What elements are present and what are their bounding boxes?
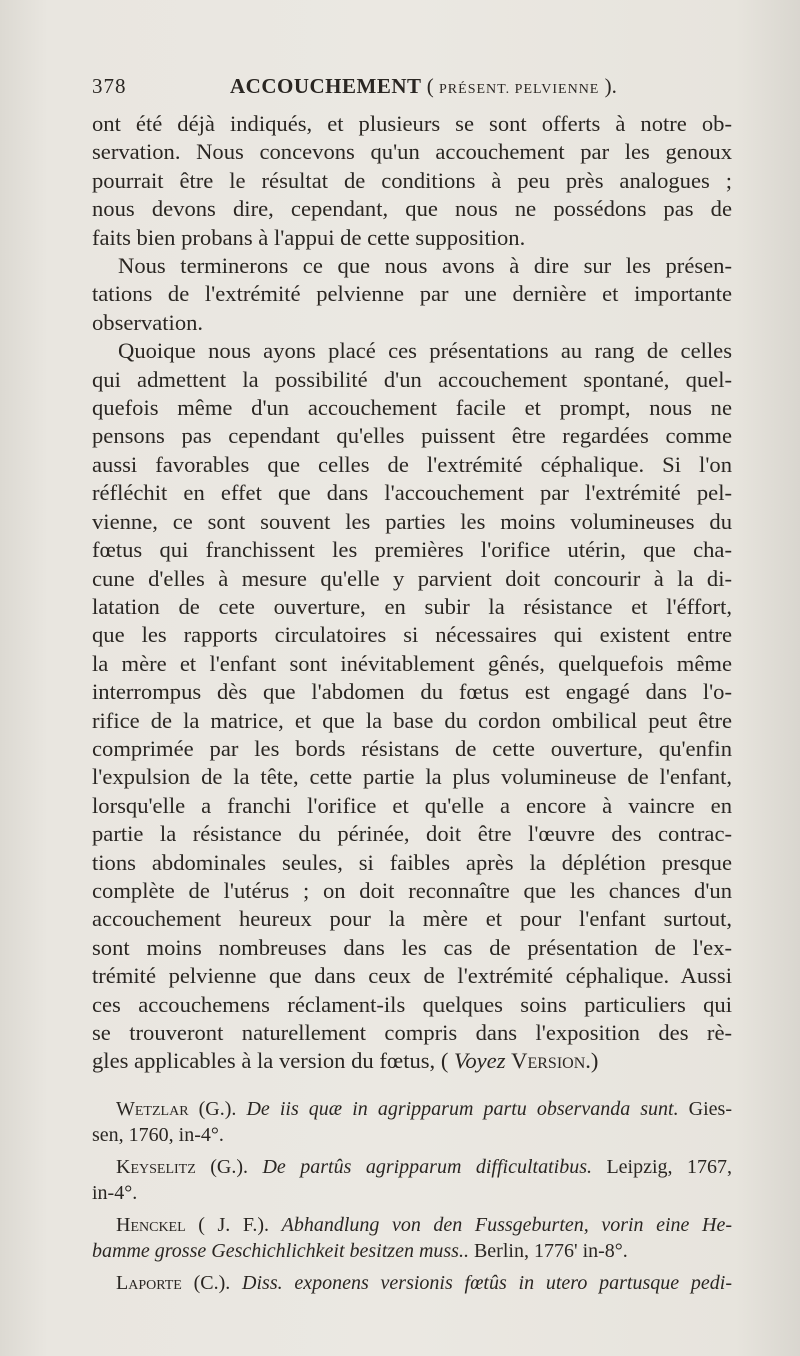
text-line: tations de l'extrémité pelvienne par une dernière et importante — [92, 281, 732, 307]
text-line: latation de cete ouverture, en subir la résistance et l'éffort, — [92, 593, 732, 619]
ref-author: Keyselitz — [116, 1156, 196, 1178]
ref-initials: (G.). — [188, 1098, 247, 1120]
bibliography-entry — [92, 1270, 732, 1296]
paragraph-3 — [92, 337, 732, 1076]
text-line: vienne, ce sont souvent les parties les moins volumineuses du — [92, 508, 732, 534]
ref-publication: Leipzig, 1767, — [592, 1156, 733, 1178]
text-line: comprimée par les bords résistans de cette ouverture, qu'enfin — [92, 735, 732, 761]
text-line: l'expulsion de la tête, cette partie la plus volumineuse de l'enfant, — [92, 764, 732, 790]
running-subtitle-close: ). — [604, 74, 617, 98]
text-line: ont été déjà indiqués, et plusieurs se sont offerts à notre ob- — [92, 111, 732, 136]
page-number: 378 — [92, 74, 127, 98]
page-header — [92, 74, 732, 106]
text-line: se trouveront naturellement compris dans l'exposition des rè- — [92, 1020, 732, 1045]
ref-publication: Berlin, 1776' in-8°. — [468, 1240, 628, 1262]
ref-publication: Gies- — [678, 1098, 732, 1120]
text-line: observation. — [92, 309, 204, 335]
running-title: ACCOUCHEMENT — [230, 74, 422, 98]
text-line: cune d'elles à mesure qu'elle y parvient doit concourir à la di- — [92, 565, 732, 591]
text-line: pensons pas cependant qu'elles puissent être regardées comme — [92, 423, 732, 449]
text-line: fœtus qui franchissent les premières l'orifice utérin, que cha- — [92, 537, 732, 563]
text-line: réfléchit en effet que dans l'accouchement par l'extrémité pel- — [92, 480, 732, 506]
ref-title: De partûs agripparum difficultatibus. — [262, 1156, 592, 1178]
text-line-final-start: gles applicables à la version du fœtus, ( — [92, 1048, 449, 1074]
text-line: ces accouchemens réclament-ils quelques soins particuliers qui — [92, 991, 732, 1017]
cross-ref-target: Version — [511, 1048, 586, 1074]
cross-ref-voyez: Voyez — [454, 1048, 506, 1074]
running-subtitle-open: ( — [426, 74, 434, 98]
ref-initials: ( J. F.). — [185, 1214, 282, 1236]
text-line: nous devons dire, cependant, que nous ne possédons pas de — [92, 196, 732, 222]
ref-author: Wetzlar — [116, 1098, 189, 1120]
text-line: Nous terminerons ce que nous avons à dire sur les présen- — [118, 253, 732, 279]
ref-line — [92, 1212, 732, 1238]
text-line: accouchement heureux pour la mère et pour l'enfant surtout, — [92, 906, 732, 932]
text-line: faits bien probans à l'appui de cette supposition. — [92, 224, 526, 250]
running-subtitle: PRÉSENT. PELVIENNE — [439, 82, 600, 97]
text-line: servation. Nous concevons qu'un accouchement par les genoux — [92, 139, 732, 165]
ref-line: in-4°. — [92, 1182, 138, 1204]
ref-line — [92, 1238, 732, 1264]
text-line: la mère et l'enfant sont inévitablement gênés, quelquefois même — [92, 650, 732, 676]
text-line: pourrait être le résultat de conditions à peu près analogues ; — [92, 167, 732, 193]
paragraph-2 — [92, 252, 732, 337]
ref-line — [92, 1270, 732, 1296]
ref-title: De iis quæ in agripparum partu observanda sunt. — [246, 1098, 679, 1120]
text-line: complète de l'utérus ; on doit reconnaître que les chances d'un — [92, 877, 732, 903]
ref-line — [92, 1096, 732, 1122]
text-line: partie la résistance du périnée, doit être l'œuvre des contrac- — [92, 821, 732, 847]
bibliography — [92, 1096, 732, 1302]
main-text — [92, 110, 732, 1076]
text-line: qui admettent la possibilité d'un accouchement spontané, quel- — [92, 366, 732, 392]
bibliography-entry — [92, 1154, 732, 1206]
bibliography-entry — [92, 1096, 732, 1148]
ref-author: Laporte — [116, 1272, 182, 1294]
ref-initials: (G.). — [195, 1156, 263, 1178]
paragraph-1 — [92, 110, 732, 252]
ref-line: sen, 1760, in-4°. — [92, 1124, 224, 1146]
text-line: sont moins nombreuses dans les cas de présentation de l'ex- — [92, 934, 732, 960]
bibliography-entry — [92, 1212, 732, 1264]
ref-title: Diss. exponens versionis fœtûs in utero partusque pedi- — [242, 1272, 732, 1294]
ref-title: Abhandlung von den Fussgeburten, vorin eine He- — [281, 1214, 732, 1236]
text-line: Quoique nous ayons placé ces présentations au rang de celles — [118, 338, 732, 364]
ref-line — [92, 1154, 732, 1180]
text-line: aussi favorables que celles de l'extrémité céphalique. Si l'on — [92, 451, 732, 477]
text-line: interrompus dès que l'abdomen du fœtus est engagé dans l'o- — [92, 679, 732, 705]
text-line-final — [92, 1047, 732, 1075]
text-line: tions abdominales seules, si faibles après la déplétion presque — [92, 849, 732, 875]
text-line: que les rapports circulatoires si nécessaires qui existent entre — [92, 622, 732, 648]
text-line: quefois même d'un accouchement facile et prompt, nous ne — [92, 395, 732, 421]
ref-author: Henckel — [116, 1214, 186, 1236]
running-head — [230, 74, 617, 99]
ref-title-cont: bamme grosse Geschichlichkeit besitzen muss.. — [92, 1240, 469, 1262]
text-line: rifice de la matrice, et que la base du cordon ombilical peut être — [92, 707, 732, 733]
text-line: trémité pelvienne que dans ceux de l'extrémité céphalique. Aussi — [92, 963, 732, 989]
cross-ref-end: .) — [585, 1048, 599, 1074]
ref-initials: (C.). — [181, 1272, 243, 1294]
text-line: lorsqu'elle a franchi l'orifice et qu'elle a encore à vaincre en — [92, 792, 732, 818]
